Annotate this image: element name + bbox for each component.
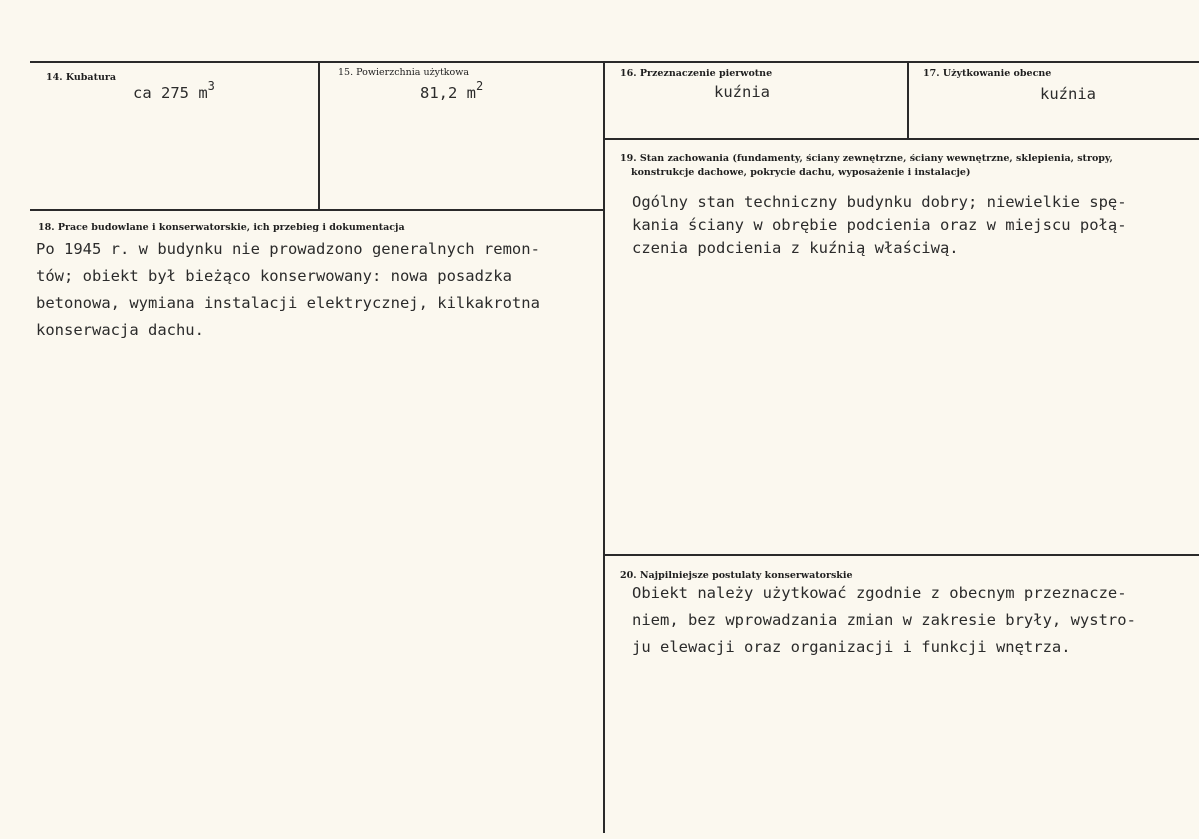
powierzchnia-unit-exponent: 2 [476, 79, 484, 93]
rule-below-14-15 [30, 209, 605, 211]
kubatura-value-text: ca 275 m [133, 84, 208, 103]
prace-line: betonowa, wymiana instalacji elektrycznej, kilkakrotna [36, 294, 540, 312]
kubatura-label: 14. Kubatura [46, 72, 117, 83]
postulaty-line: ju elewacji oraz organizacji i funkcji wnętrza. [632, 638, 1071, 656]
prace-label: 18. Prace budowlane i konserwatorskie, ich przebieg i dokumentacja [38, 222, 405, 233]
prace-line: tów; obiekt był bieżąco konserwowany: nowa posadzka [36, 267, 512, 285]
prace-text [36, 236, 540, 344]
center-divider [603, 61, 605, 833]
stan-line: czenia podcienia z kuźnią właściwą. [632, 239, 959, 257]
powierzchnia-value [420, 81, 483, 102]
rule-above-20 [605, 554, 1199, 556]
prace-line: konserwacja dachu. [36, 321, 204, 339]
postulaty-label: 20. Najpilniejsze postulaty konserwatorskie [620, 570, 853, 581]
stan-line: kania ściany w obrębie podcienia oraz w miejscu połą- [632, 216, 1127, 234]
stan-line: Ogólny stan techniczny budynku dobry; niewielkie spę- [632, 193, 1127, 211]
postulaty-line: niem, bez wprowadzania zmian w zakresie bryły, wystro- [632, 611, 1136, 629]
przeznaczenie-value: kuźnia [714, 83, 770, 101]
stan-label-line1: 19. Stan zachowania (fundamenty, ściany zewnętrzne, ściany wewnętrzne, sklepienia, stropy, [620, 153, 1113, 164]
uzytkowanie-label: 17. Użytkowanie obecne [923, 68, 1052, 79]
kubatura-unit-exponent: 3 [207, 79, 215, 93]
divider-16-17 [907, 61, 909, 139]
stan-label-line2: konstrukcje dachowe, pokrycie dachu, wyposażenie i instalacje) [631, 167, 971, 178]
top-rule [30, 61, 1199, 63]
postulaty-line: Obiekt należy użytkować zgodnie z obecnym przeznacze- [632, 584, 1127, 602]
postulaty-text [632, 580, 1136, 661]
powierzchnia-label: 15. Powierzchnia użytkowa [338, 67, 470, 78]
stan-text [632, 191, 1127, 260]
powierzchnia-value-text: 81,2 m [420, 84, 476, 103]
przeznaczenie-label: 16. Przeznaczenie pierwotne [620, 68, 773, 79]
rule-below-16-17 [605, 138, 1199, 140]
prace-line: Po 1945 r. w budynku nie prowadzono generalnych remon- [36, 240, 540, 258]
uzytkowanie-value: kuźnia [1040, 85, 1096, 103]
divider-14-15 [318, 61, 320, 210]
kubatura-value [133, 81, 215, 102]
